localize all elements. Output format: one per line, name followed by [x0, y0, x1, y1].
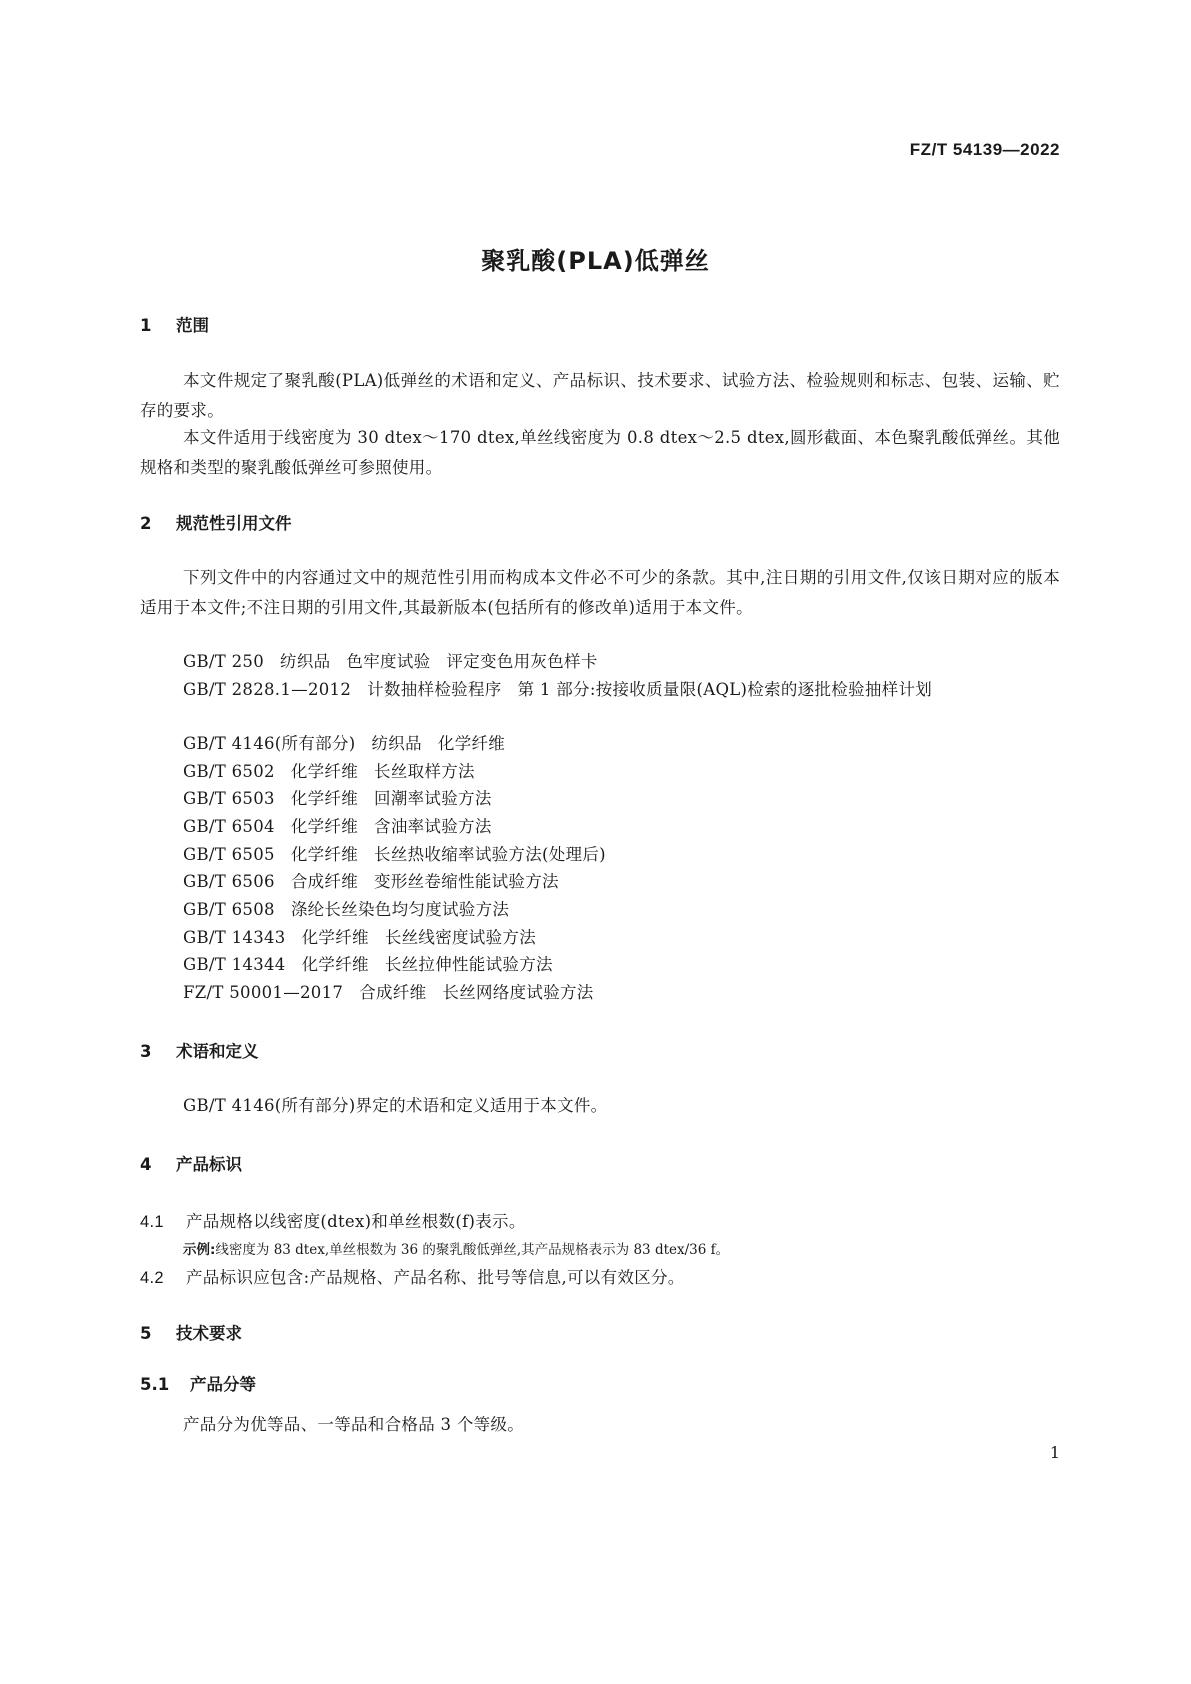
reference-code: GB/T 6508	[183, 900, 275, 919]
section-title: 范围	[176, 316, 209, 335]
reference-title-part: 合成纤维	[359, 983, 427, 1002]
reference-title-part: 化学纤维	[290, 789, 359, 808]
document-title: 聚乳酸(PLA)低弹丝	[481, 247, 710, 275]
clause-text: 产品标识应包含:产品规格、产品名称、批号等信息,可以有效区分。	[186, 1268, 685, 1287]
section-1-paragraph-2: 本文件适用于线密度为 30 dtex～170 dtex,单丝线密度为 0.8 dtex～2.5 dtex,圆形截面、本色聚乳酸低弹丝。其他规格和类型的聚乳酸低弹丝可参照使用。	[140, 428, 1060, 477]
reference-title-part: 纺织品	[280, 652, 331, 671]
reference-code: GB/T 2828.1—2012	[183, 680, 352, 699]
reference-code: GB/T 4146(所有部分)	[183, 734, 356, 753]
section-2-intro: 下列文件中的内容通过文中的规范性引用而构成本文件必不可少的条款。其中,注日期的引用文件,仅该日期对应的版本适用于本文件;不注日期的引用文件,其最新版本(包括所有的修改单)适用于本文件。	[140, 568, 1060, 617]
reference-item	[183, 978, 594, 1008]
reference-title-part: 纺织品	[371, 734, 422, 753]
section-title: 规范性引用文件	[176, 514, 292, 533]
reference-code: GB/T 6504	[183, 817, 275, 836]
reference-title-part: 化学纤维	[437, 734, 506, 753]
section-number: 1	[140, 316, 152, 335]
section-number: 2	[140, 514, 152, 533]
reference-title-part: 第 1 部分:按接收质量限(AQL)检索的逐批检验抽样计划	[517, 680, 933, 699]
clause-text: 产品规格以线密度(dtex)和单丝根数(f)表示。	[186, 1212, 526, 1231]
section-3-heading	[140, 1038, 259, 1062]
section-1-heading	[140, 312, 209, 336]
clause-number: 4.1	[140, 1213, 164, 1231]
clause-number: 4.2	[140, 1269, 164, 1287]
reference-title-part: 长丝线密度试验方法	[384, 928, 537, 947]
reference-title-part: 化学纤维	[290, 845, 359, 864]
reference-title-part: 含油率试验方法	[374, 817, 492, 836]
reference-title-part: 回潮率试验方法	[374, 789, 492, 808]
clause-4-1	[140, 1208, 526, 1232]
page-number: 1	[1049, 1443, 1060, 1462]
reference-title-part: 色牢度试验	[346, 652, 431, 671]
section-title: 术语和定义	[176, 1042, 259, 1061]
clause-title: 产品分等	[190, 1375, 256, 1394]
clause-4-2	[140, 1264, 685, 1288]
section-title: 产品标识	[176, 1155, 242, 1174]
reference-title-part: 化学纤维	[301, 928, 369, 947]
reference-title-part: 化学纤维	[290, 817, 359, 836]
section-number: 4	[140, 1155, 152, 1174]
reference-code: GB/T 6503	[183, 789, 275, 808]
section-title: 技术要求	[176, 1324, 242, 1343]
reference-title-part: 评定变色用灰色样卡	[446, 652, 598, 671]
reference-item	[183, 757, 475, 787]
reference-title-part: 合成纤维	[290, 872, 359, 891]
reference-code: GB/T 6506	[183, 872, 275, 891]
reference-item	[183, 729, 505, 759]
section-number: 3	[140, 1042, 152, 1061]
reference-title-part: 变形丝卷缩性能试验方法	[374, 872, 559, 891]
example-note	[183, 1238, 729, 1258]
reference-item	[140, 675, 1060, 705]
reference-title-part: 涤纶长丝染色均匀度试验方法	[290, 900, 510, 919]
reference-title-part: 化学纤维	[290, 762, 359, 781]
reference-title-part: 计数抽样检验程序	[367, 680, 502, 699]
clause-5-1-heading	[140, 1371, 256, 1395]
section-2-heading	[140, 510, 292, 534]
reference-code: GB/T 6505	[183, 845, 275, 864]
reference-title-part: 长丝取样方法	[374, 762, 475, 781]
example-text: 线密度为 83 dtex,单丝根数为 36 的聚乳酸低弹丝,其产品规格表示为 83 dtex/36 f。	[215, 1242, 730, 1258]
reference-item	[183, 812, 492, 842]
reference-code: GB/T 14343	[183, 928, 286, 947]
reference-item	[183, 867, 559, 897]
reference-item	[183, 895, 509, 925]
reference-item	[183, 647, 598, 677]
clause-number: 5.1	[140, 1375, 170, 1394]
reference-code: GB/T 250	[183, 652, 265, 671]
reference-title-part: 长丝网络度试验方法	[442, 983, 594, 1002]
example-label: 示例:	[183, 1242, 216, 1258]
section-4-heading	[140, 1151, 242, 1175]
section-1-paragraph-1: 本文件规定了聚乳酸(PLA)低弹丝的术语和定义、产品标识、技术要求、试验方法、检验规则和标志、包装、运输、贮存的要求。	[140, 371, 1060, 420]
reference-title-part: 化学纤维	[301, 955, 369, 974]
standard-code: FZ/T 54139—2022	[909, 140, 1060, 159]
reference-item	[183, 784, 492, 814]
section-3-paragraph: GB/T 4146(所有部分)界定的术语和定义适用于本文件。	[183, 1096, 608, 1115]
reference-item	[183, 950, 553, 980]
reference-code: GB/T 6502	[183, 762, 275, 781]
reference-code: GB/T 14344	[183, 955, 286, 974]
reference-item	[183, 840, 606, 870]
section-number: 5	[140, 1324, 152, 1343]
section-5-paragraph: 产品分为优等品、一等品和合格品 3 个等级。	[183, 1415, 525, 1434]
section-5-heading	[140, 1320, 242, 1344]
reference-item	[183, 923, 536, 953]
reference-code: FZ/T 50001—2017	[183, 983, 344, 1002]
reference-title-part: 长丝拉伸性能试验方法	[384, 955, 553, 974]
reference-title-part: 长丝热收缩率试验方法(处理后)	[374, 845, 606, 864]
